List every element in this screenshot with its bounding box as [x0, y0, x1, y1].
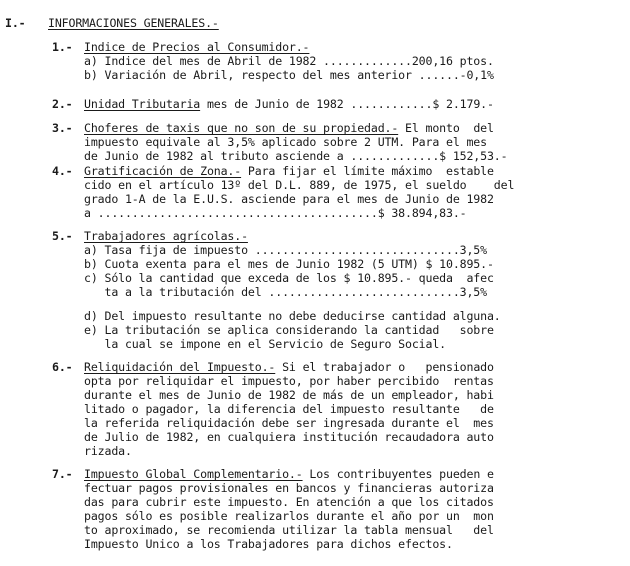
item-title-tail: Los contribuyentes pueden e [302, 467, 494, 481]
item-line: b) Cuota exenta para el mes de Junio 1982 (5 UTM) $ 10.895.- [84, 257, 494, 271]
item-title-tail: mes de Junio de 1982 ............$ 2.179.- [200, 97, 494, 111]
item-line: a) Indice del mes de Abril de 1982 .............200,16 ptos. [84, 54, 494, 68]
section-title: INFORMACIONES GENERALES.- [48, 16, 219, 30]
item-number: 7.- [52, 467, 73, 481]
item-line: cido en el artículo 13º del D.L. 889, de 1975, el sueldo del [84, 178, 515, 192]
item-number: 1.- [52, 40, 73, 54]
item-line: de Junio de 1982 al tributo asciende a .............$ 152,53.- [84, 149, 508, 163]
item-line: Impuesto Unico a los Trabajadores para dichos efectos. [84, 537, 453, 551]
item-number: 5.- [52, 229, 73, 243]
item-title-tail: Si el trabajador o pensionado [275, 360, 494, 374]
item-heading-line [84, 360, 494, 374]
item-line: de Julio de 1982, en cualquiera institución recaudadora auto [84, 430, 494, 444]
item-line: la referida reliquidación debe ser ingresada durante el mes [84, 416, 494, 430]
item-line: c) Sólo la cantidad que exceda de los $ 10.895.- queda afec [84, 271, 494, 285]
item-line: a) Tasa fija de impuesto ..............................3,5% [84, 243, 487, 257]
item-line: litado o pagador, la diferencia del impuesto resultante de [84, 402, 494, 416]
item-line: b) Variación de Abril, respecto del mes anterior ......-0,1% [84, 68, 494, 82]
item-number: 6.- [52, 360, 73, 374]
item-heading-line [84, 97, 494, 111]
item-title: Gratificación de Zona.- [84, 164, 242, 178]
item-title: Indice de Precios al Consumidor.- [84, 40, 310, 54]
item-title: Unidad Tributaria [84, 97, 201, 111]
item-line: rizada. [84, 444, 132, 458]
item-line: fectuar pagos provisionales en bancos y financieras autoriza [84, 481, 494, 495]
item-title: Choferes de taxis que no son de su propiedad.- [84, 121, 399, 135]
item-line: impuesto equivale al 3,5% aplicado sobre 2 UTM. Para el mes [84, 135, 487, 149]
item-heading-line [84, 467, 494, 481]
item-heading-line [84, 164, 494, 178]
item-title: Reliquidación del Impuesto.- [84, 360, 276, 374]
item-line: d) Del impuesto resultante no debe deducirse cantidad alguna. [84, 309, 501, 323]
item-line: ta a la tributación del ............................3,5% [84, 285, 487, 299]
item-number: 4.- [52, 164, 73, 178]
item-number: 3.- [52, 121, 73, 135]
section-number: I.- [5, 16, 26, 30]
item-line: durante el mes de Junio de 1982 de más de un empleador, habi [84, 388, 494, 402]
item-title-tail: El monto del [398, 121, 494, 135]
item-line: la cual se impone en el Servicio de Seguro Social. [84, 337, 446, 351]
item-title-tail: Para fijar el límite máximo estable [241, 164, 494, 178]
item-line: a .........................................$ 38.894,83.- [84, 206, 467, 220]
item-line: pagos sólo es posible realizarlos durante el año por un mon [84, 509, 494, 523]
item-title: Trabajadores agrícolas.- [84, 229, 248, 243]
item-line: opta por reliquidar el impuesto, por haber percibido rentas [84, 374, 494, 388]
item-line: das para cubrir este impuesto. En atención a que los citados [84, 495, 494, 509]
item-heading-line [84, 121, 494, 135]
item-line: to aproximado, se recomienda utilizar la tabla mensual del [84, 523, 494, 537]
item-number: 2.- [52, 97, 73, 111]
item-line: e) La tributación se aplica considerando la cantidad sobre [84, 323, 494, 337]
item-title: Impuesto Global Complementario.- [84, 467, 303, 481]
item-line: grado 1-A de la E.U.S. asciende para el mes de Junio de 1982 [84, 192, 494, 206]
